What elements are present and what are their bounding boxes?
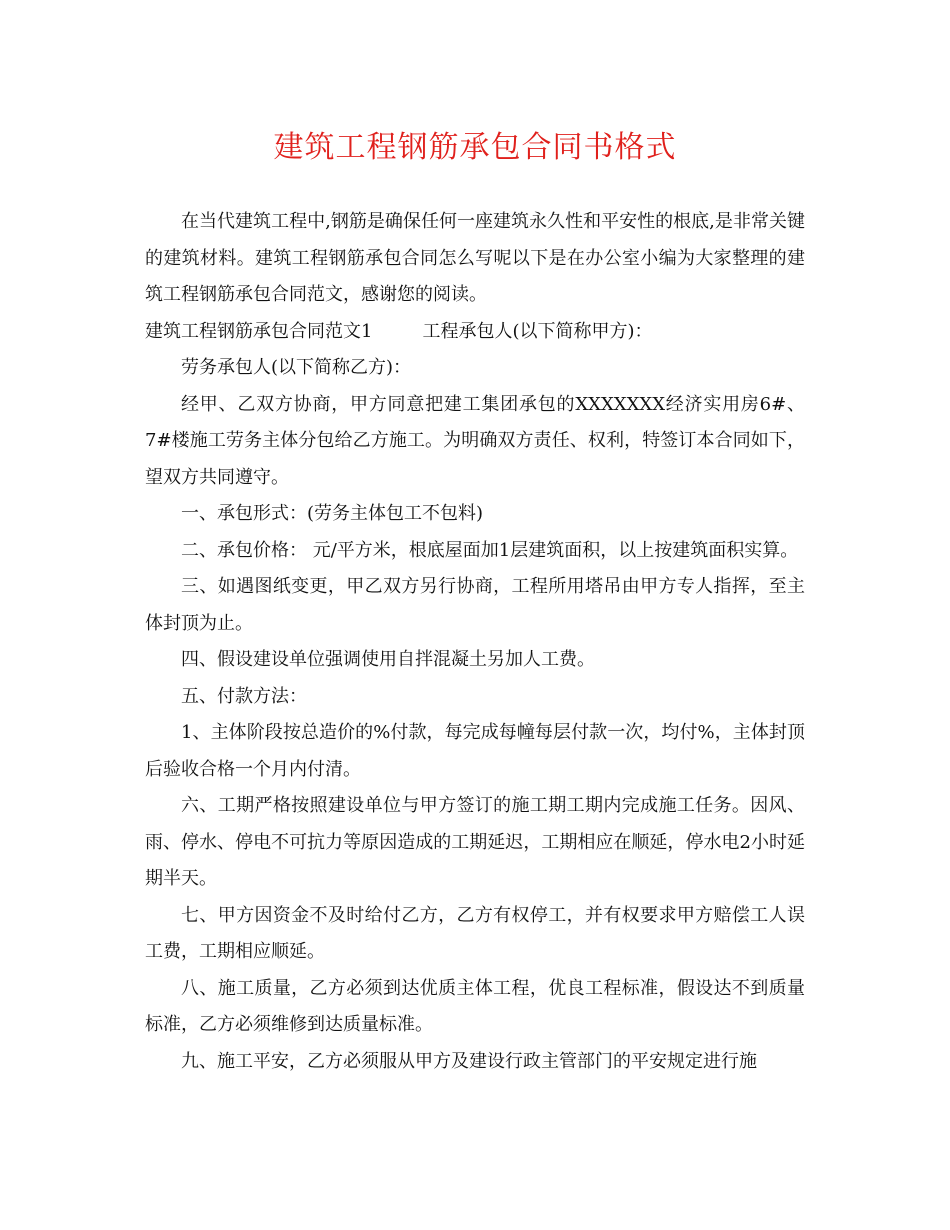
agreement-paragraph: 经甲、乙双方协商，甲方同意把建工集团承包的XXXXXXX经济实用房6#、7#楼施工劳务主体分包给乙方施工。为明确双方责任、权利，特签订本合同如下，望双方共同遵守。 — [145, 393, 805, 488]
clause-3: 三、如遇图纸变更，甲乙双方另行协商，工程所用塔吊由甲方专人指挥，至主体封顶为止。 — [145, 576, 805, 634]
sample-heading: 建筑工程钢筋承包合同范文1 — [145, 320, 373, 342]
clause-6: 六、工期严格按照建设单位与甲方签订的施工期工期内完成施工任务。因风、雨、停水、停电不可抗力等原因造成的工期延迟，工期相应在顺延，停水电2小时延期半天。 — [145, 795, 805, 889]
contractor-line: 工程承包人(以下简称甲方)： — [422, 320, 653, 342]
sample-heading-line — [145, 314, 805, 351]
clause-8: 八、施工质量，乙方必须到达优质主体工程，优良工程标准，假设达不到质量标准，乙方必须维修到达质量标准。 — [145, 977, 805, 1035]
clause-1: 一、承包形式：(劳务主体包工不包料) — [181, 503, 484, 524]
clause-5: 五、付款方法： — [181, 685, 307, 707]
clause-9: 九、施工平安，乙方必须服从甲方及建设行政主管部门的平安规定进行施 — [181, 1050, 757, 1072]
clause-5-item-1: 1、主体阶段按总造价的%付款，每完成每幢每层付款一次，均付%，主体封顶后验收合格一个月内付清。 — [145, 722, 805, 780]
clause-2: 二、承包价格： 元/平方米，根底屋面加1层建筑面积，以上按建筑面积实算。 — [181, 539, 799, 561]
clause-4: 四、假设建设单位强调使用自拌混凝土另加人工费。 — [181, 649, 595, 670]
document-body — [145, 204, 805, 1080]
intro-paragraph: 在当代建筑工程中,钢筋是确保任何一座建筑永久性和平安性的根底,是非常关键的建筑材料。建筑工程钢筋承包合同怎么写呢以下是在办公室小编为大家整理的建筑工程钢筋承包合同范文，感谢您的阅读。 — [145, 211, 805, 305]
clause-7: 七、甲方因资金不及时给付乙方，乙方有权停工，并有权要求甲方赔偿工人误工费，工期相应顺延。 — [145, 904, 805, 962]
document-title: 建筑工程钢筋承包合同书格式 — [273, 130, 677, 165]
subcontractor-line: 劳务承包人(以下简称乙方)： — [181, 357, 412, 378]
